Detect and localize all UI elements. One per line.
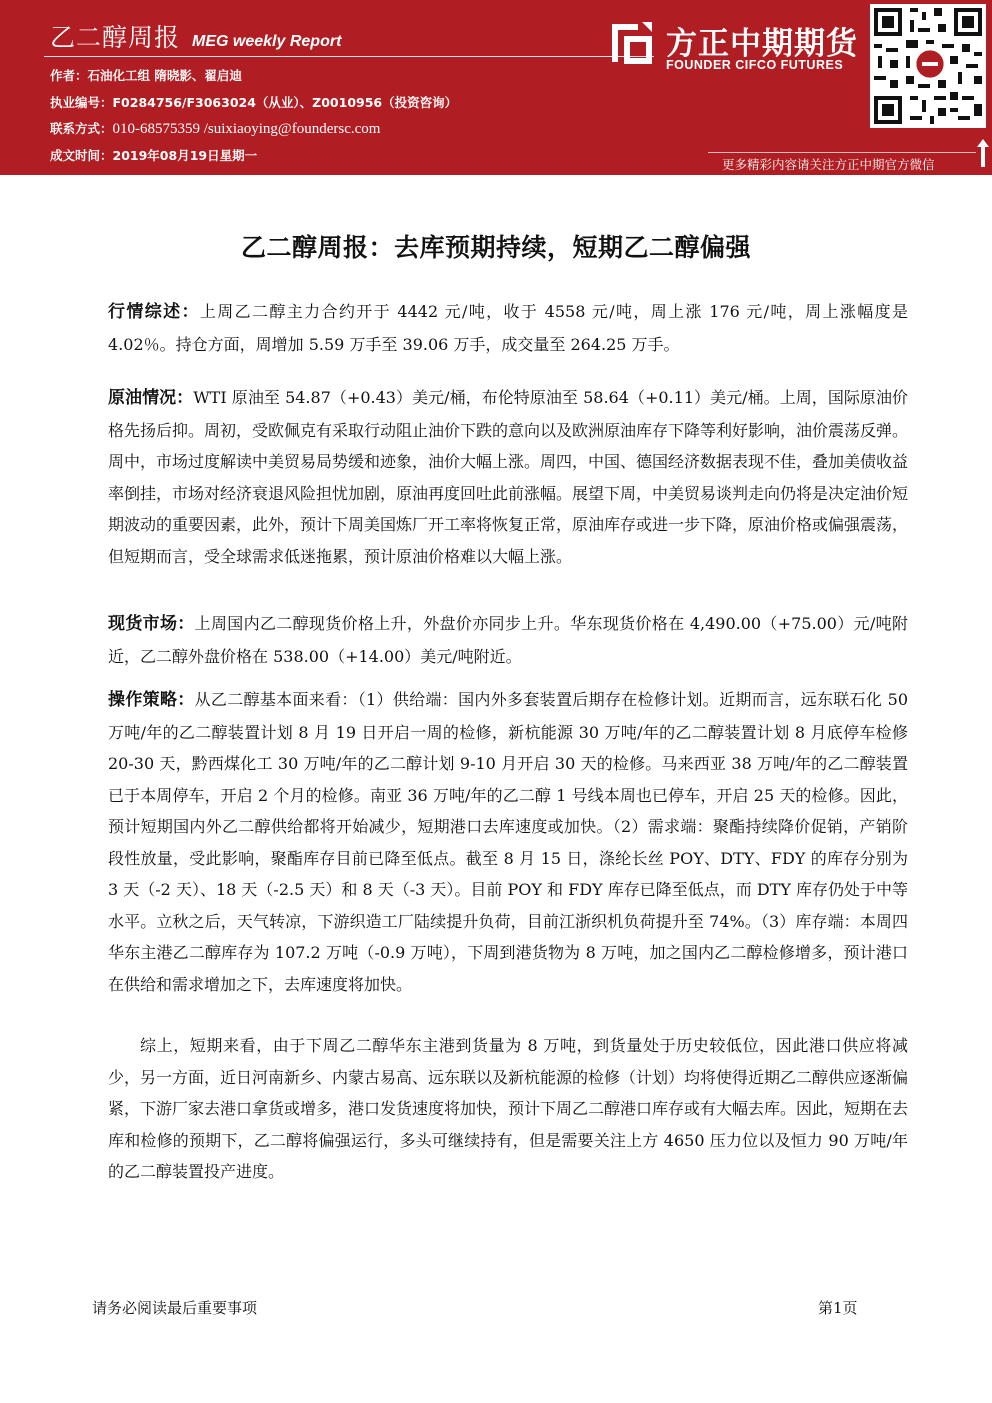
qr-code-icon[interactable] — [870, 4, 986, 128]
report-subtitle: MEG weekly Report — [192, 33, 342, 50]
author-label: 作者： — [50, 68, 88, 83]
conclusion-paragraph: 综上，短期来看，由于下周乙二醇华东主港到货量为 8 万吨，到货量处于历史较低位，因此港口供应将减少，另一方面，近日河南新乡、内蒙古易高、远东联以及新杭能源的检修（计划）均将使得近期乙二醇供应逐渐偏紧，下游厂家去港口拿货或增多，港口发货速度将加快，预计下周乙二醇港口库存或有大幅去库。因此，短期在去库和检修的预期下，乙二醇将偏强运行，多头可继续持有，但是需要关注上方 4650 压力位以及恒力 90 万吨/年的乙二醇装置投产进度。 — [108, 1036, 909, 1181]
contact-label: 联系方式： — [50, 121, 113, 136]
header-title-row — [50, 20, 341, 54]
company-logo — [608, 18, 866, 74]
date-line — [50, 146, 257, 164]
document-title: 乙二醇周报：去库预期持续，短期乙二醇偏强 — [240, 233, 751, 262]
section-crude-oil — [108, 382, 908, 572]
follow-wechat-text: 更多精彩内容请关注方正中期官方微信 — [722, 157, 935, 172]
license-value: F0284756/F3063024（从业）、Z0010956（投资咨询） — [112, 95, 458, 110]
contact-line — [50, 119, 380, 138]
section-heading: 现货市场： — [108, 614, 195, 634]
header-divider — [44, 56, 654, 57]
up-arrow-icon — [976, 138, 990, 168]
section-heading: 原油情况： — [108, 388, 194, 408]
follow-divider — [708, 152, 976, 153]
section-body: 上周国内乙二醇现货价格上升，外盘价亦同步上升。华东现货价格在 4,490.00（+75.00）元/吨附近，乙二醇外盘价格在 538.00（+14.00）美元/吨附近。 — [108, 614, 908, 666]
section-body: 上周乙二醇主力合约开于 4442 元/吨，收于 4558 元/吨，周上涨 176 元/吨，周上涨幅度是 4.02％。持仓方面，周增加 5.59 万手至 39.06 万手，成交量至 264.25 万手。 — [108, 302, 908, 354]
contact-value[interactable]: 010-68575359 /suixiaoying@foundersc.com — [112, 121, 381, 137]
license-label: 执业编号： — [50, 95, 113, 110]
section-strategy — [108, 684, 908, 1000]
section-heading: 行情综述： — [108, 302, 200, 322]
report-header — [0, 0, 992, 175]
section-body: WTI 原油至 54.87（+0.43）美元/桶，布伦特原油至 58.64（+0.11）美元/桶。上周，国际原油价格先扬后抑。周初，受欧佩克有采取行动阻止油价下跌的意向以及欧洲原油库存下降等利好影响，油价震荡反弹。周中，市场过度解读中美贸易局势缓和迹象，油价大幅上涨。周四，中国、德国经济数据表现不佳，叠加美债收益率倒挂，市场对经济衰退风险担忧加剧，原油再度回吐此前涨幅。展望下周，中美贸易谈判走向仍将是决定油价短期波动的重要因素，此外，预计下周美国炼厂开工率将恢复正常，原油库存或进一步下降，原油价格或偏强震荡，但短期而言，受全球需求低迷拖累，预计原油价格难以大幅上涨。 — [108, 388, 909, 566]
author-value: 石油化工组 隋晓影、翟启迪 — [87, 68, 242, 83]
author-line — [50, 66, 242, 84]
logo-chinese-name: 方正中期期货 — [666, 26, 858, 62]
section-heading: 操作策略： — [108, 690, 195, 710]
license-line — [50, 93, 457, 111]
logo-english-name: FOUNDER CIFCO FUTURES — [666, 58, 844, 72]
date-label: 成文时间： — [50, 148, 113, 163]
section-body: 从乙二醇基本面来看：（1）供给端：国内外多套装置后期存在检修计划。近期而言，远东联石化 50 万吨/年的乙二醇装置计划 8 月 19 日开启一周的检修，新杭能源 30 万吨/年的乙二醇装置计划 8 月底停车检修 20-30 天，黔西煤化工 30 万吨/年的乙二醇计划 9-10 月开启 30 天的检修。马来西亚 38 万吨/年的乙二醇装置已于本周停车，开启 2 个月的检修。南亚 36 万吨/年的乙二醇 1 号线本周也已停车，开启 25 天的检修。因此，预计短期国内外乙二醇供给都将开始减少，短期港口去库速度或加快。（2）需求端：聚酯持续降价促销，产销阶段性放量，受此影响，聚酯库存目前已降至低点。截至 8 月 15 日，涤纶长丝 POY、DTY、FDY 的库存分别为 3 天（-2 天）、18 天（-2.5 天）和 8 天（-3 天）。目前 POY 和 FDY 库存已降至低点，而 DTY 库存仍处于中等水平。立秋之后，天气转凉，下游织造工厂陆续提升负荷，目前江浙织机负荷提升至 74%。（3）库存端：本周四华东主港乙二醇库存为 107.2 万吨（-0.9 万吨），下周到港货物为 8 万吨，加之国内乙二醇检修增多，预计港口在供给和需求增加之下，去库速度将加快。 — [108, 690, 908, 994]
footer-notice: 请务必阅读最后重要事项 — [92, 1299, 258, 1317]
section-spot-market — [108, 608, 908, 672]
page-number: 第1页 — [818, 1299, 858, 1317]
section-market-overview — [108, 296, 908, 360]
logo-mark-icon — [608, 18, 656, 68]
report-title: 乙二醇周报 — [50, 23, 181, 52]
date-value: 2019年08月19日星期一 — [112, 148, 258, 163]
